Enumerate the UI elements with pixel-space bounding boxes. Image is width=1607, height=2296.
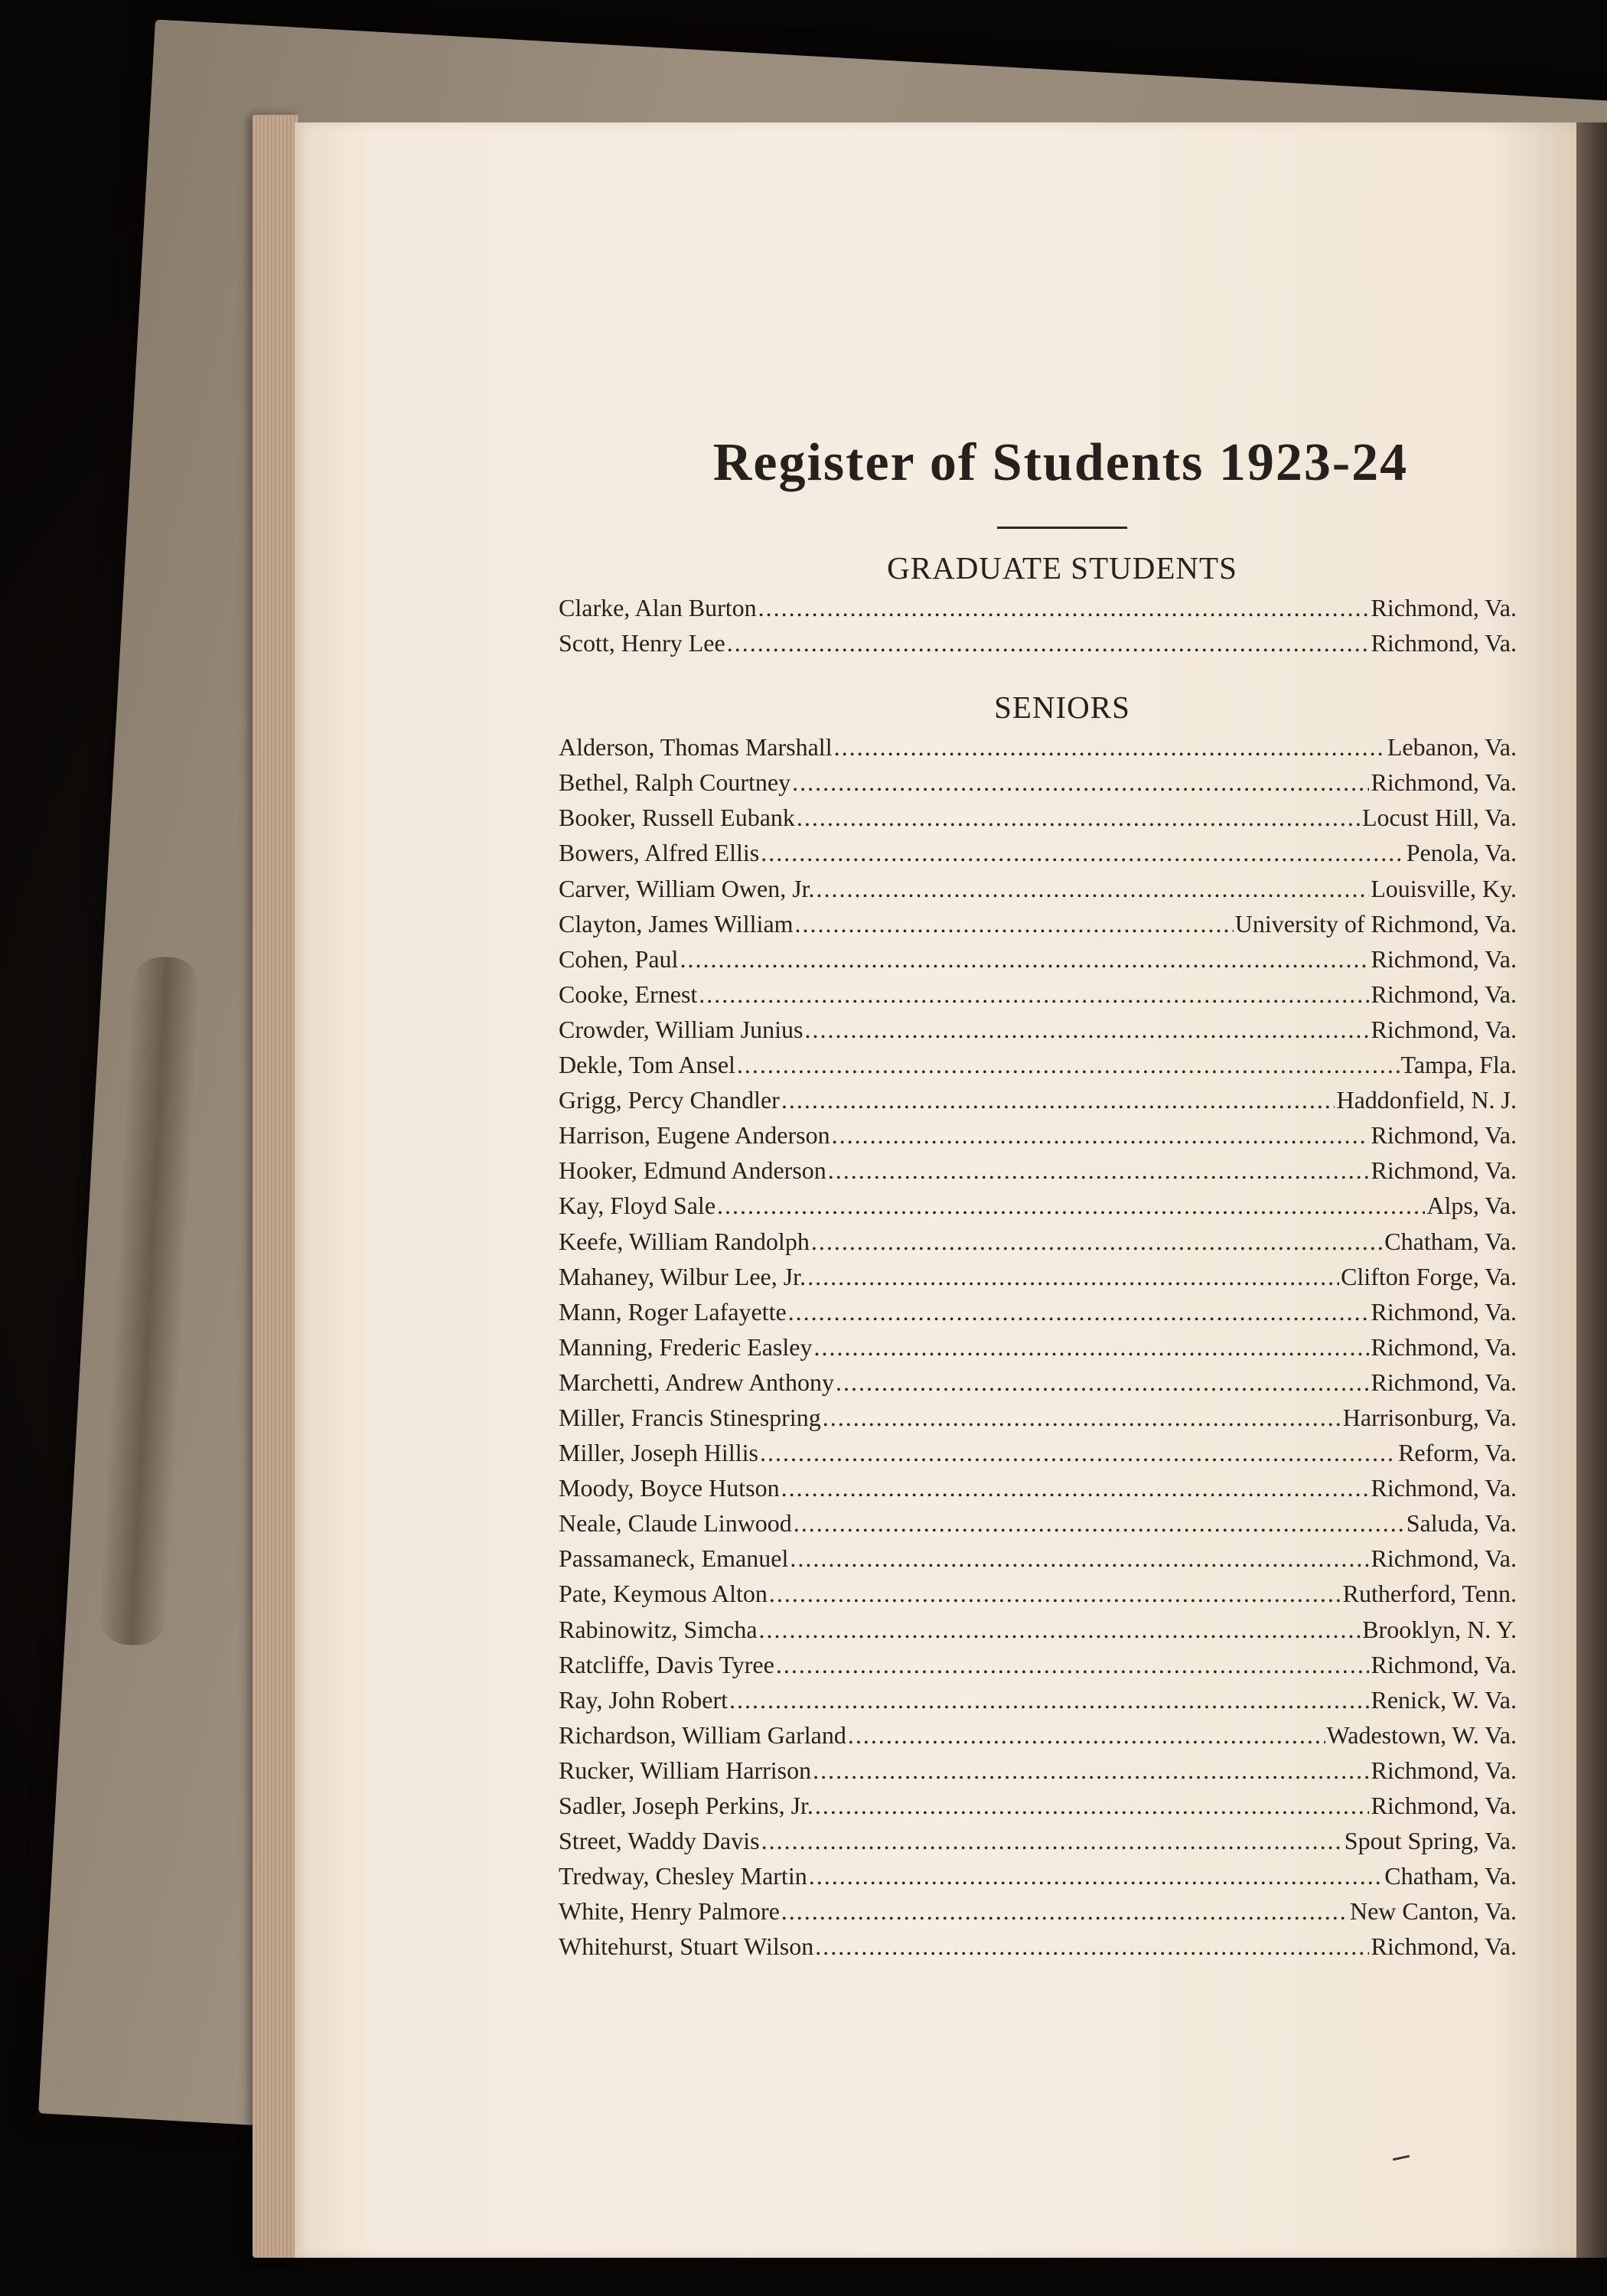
list-item xyxy=(559,1188,1517,1223)
hometown: Richmond, Va. xyxy=(1371,1756,1517,1784)
student-name: Passamaneck, Emanuel xyxy=(559,1544,789,1573)
list-item xyxy=(559,871,1517,906)
page-block-edge xyxy=(253,115,298,2258)
dot-leader xyxy=(790,1541,1369,1576)
hometown: Richmond, Va. xyxy=(1371,1297,1517,1326)
hometown: Renick, W. Va. xyxy=(1371,1685,1517,1714)
list-item xyxy=(559,1082,1517,1117)
hometown: Saluda, Va. xyxy=(1406,1509,1517,1538)
student-name: Kay, Floyd Sale xyxy=(559,1192,716,1220)
hometown: University of Richmond, Va. xyxy=(1234,909,1517,938)
list-item xyxy=(559,1893,1517,1929)
list-item xyxy=(559,1647,1517,1682)
list-item xyxy=(559,1365,1517,1400)
list-item xyxy=(559,1612,1517,1647)
list-item xyxy=(559,1505,1517,1541)
list-item xyxy=(559,1929,1517,1964)
hometown: Penola, Va. xyxy=(1406,839,1517,867)
student-name: Clayton, James William xyxy=(559,909,794,938)
student-name: Whitehurst, Stuart Wilson xyxy=(559,1932,814,1961)
list-item xyxy=(559,1329,1517,1365)
hometown: Spout Spring, Va. xyxy=(1344,1827,1517,1855)
student-name: Street, Waddy Davis xyxy=(559,1827,760,1855)
hometown: Rutherford, Tenn. xyxy=(1342,1580,1517,1608)
student-name: Ray, John Robert xyxy=(559,1685,729,1714)
hometown: Richmond, Va. xyxy=(1371,1015,1517,1043)
hometown: Chatham, Va. xyxy=(1384,1862,1517,1890)
hometown: Brooklyn, N. Y. xyxy=(1362,1615,1517,1643)
dot-leader xyxy=(815,1788,1370,1823)
dot-leader xyxy=(699,977,1369,1012)
list-item xyxy=(559,1753,1517,1788)
dot-leader xyxy=(823,1400,1341,1435)
student-name: Richardson, William Garland xyxy=(559,1720,846,1749)
student-name: Alderson, Thomas Marshall xyxy=(559,733,833,762)
dot-leader xyxy=(828,1153,1370,1188)
dot-leader xyxy=(776,1647,1370,1682)
list-item xyxy=(559,1470,1517,1505)
hometown: Alps, Va. xyxy=(1426,1192,1517,1220)
hometown: Richmond, Va. xyxy=(1371,1156,1517,1185)
hometown: Lebanon, Va. xyxy=(1387,733,1517,762)
student-name: Hooker, Edmund Anderson xyxy=(559,1156,826,1185)
dot-leader xyxy=(832,1117,1370,1153)
page-title: Register of Students 1923-24 xyxy=(712,433,1409,492)
list-item xyxy=(559,1117,1517,1153)
list-item xyxy=(559,800,1517,835)
student-name: Harrison, Eugene Anderson xyxy=(559,1121,830,1150)
list-item xyxy=(559,625,1517,660)
dot-leader xyxy=(760,1435,1397,1470)
dot-leader xyxy=(836,1365,1370,1400)
hometown: Harrisonburg, Va. xyxy=(1342,1403,1517,1431)
student-name: Mann, Roger Lafayette xyxy=(559,1297,787,1326)
list-item xyxy=(559,1012,1517,1047)
student-name: Moody, Boyce Hutson xyxy=(559,1474,780,1502)
list-item xyxy=(559,1400,1517,1435)
hometown: Richmond, Va. xyxy=(1371,1121,1517,1150)
hometown: Richmond, Va. xyxy=(1371,980,1517,1008)
student-name: Cohen, Paul xyxy=(559,944,679,973)
student-name: Manning, Frederic Easley xyxy=(559,1332,813,1361)
hometown: Richmond, Va. xyxy=(1371,1474,1517,1502)
student-name: Sadler, Joseph Perkins, Jr. xyxy=(559,1792,813,1819)
list-item xyxy=(559,1823,1517,1858)
dot-leader xyxy=(769,1576,1341,1611)
student-name: Ratcliffe, Davis Tyree xyxy=(559,1650,774,1678)
hometown: New Canton, Va. xyxy=(1349,1897,1517,1926)
student-name: Keefe, William Randolph xyxy=(559,1227,810,1255)
hometown: Richmond, Va. xyxy=(1371,944,1517,973)
list-item xyxy=(559,1153,1517,1188)
student-name: Neale, Claude Linwood xyxy=(559,1509,792,1538)
list-item xyxy=(559,1435,1517,1470)
dot-leader xyxy=(797,800,1361,835)
student-name: Carver, William Owen, Jr. xyxy=(559,874,815,902)
dot-leader xyxy=(680,941,1369,977)
list-item xyxy=(559,1858,1517,1893)
student-name: Scott, Henry Lee xyxy=(559,629,725,657)
hometown: Reform, Va. xyxy=(1398,1439,1517,1467)
student-name: Dekle, Tom Ansel xyxy=(559,1051,735,1079)
list-item xyxy=(559,1541,1517,1576)
dot-leader xyxy=(795,906,1234,941)
hometown: Richmond, Va. xyxy=(1371,1932,1517,1961)
student-name: Cooke, Ernest xyxy=(559,980,698,1008)
dot-leader xyxy=(813,1329,1369,1365)
student-name: Mahaney, Wilbur Lee, Jr. xyxy=(559,1262,807,1290)
dot-leader xyxy=(809,1858,1384,1893)
student-name: Booker, Russell Eubank xyxy=(559,804,795,832)
hometown: Richmond, Va. xyxy=(1371,1368,1517,1396)
student-name: Tredway, Chesley Martin xyxy=(559,1862,807,1890)
dot-leader xyxy=(794,1505,1405,1541)
graduate-students-list xyxy=(559,590,1517,660)
hometown: Richmond, Va. xyxy=(1371,1544,1517,1573)
dot-leader xyxy=(811,1224,1383,1259)
list-item xyxy=(559,835,1517,870)
list-item xyxy=(559,1788,1517,1823)
seniors-list xyxy=(559,729,1517,1964)
student-name: White, Henry Palmore xyxy=(559,1897,780,1926)
list-item xyxy=(559,1576,1517,1611)
list-item xyxy=(559,590,1517,625)
page-content xyxy=(559,429,1517,1964)
list-item xyxy=(559,1294,1517,1329)
list-item xyxy=(559,1717,1517,1753)
student-name: Miller, Francis Stinespring xyxy=(559,1403,821,1431)
hometown: Tampa, Fla. xyxy=(1400,1051,1517,1079)
student-name: Grigg, Percy Chandler xyxy=(559,1086,780,1114)
list-item xyxy=(559,941,1517,977)
page-gutter xyxy=(1576,122,1607,2258)
title-rule xyxy=(997,527,1127,529)
section-heading-seniors: SENIORS xyxy=(994,690,1130,726)
dot-leader xyxy=(727,625,1370,660)
list-item xyxy=(559,729,1517,765)
list-item xyxy=(559,977,1517,1012)
hometown: Richmond, Va. xyxy=(1371,594,1517,621)
hometown: Richmond, Va. xyxy=(1371,1650,1517,1678)
hometown: Chatham, Va. xyxy=(1384,1227,1517,1255)
hometown: Clifton Forge, Va. xyxy=(1341,1262,1517,1290)
hometown: Richmond, Va. xyxy=(1371,1792,1517,1819)
student-name: Bethel, Ralph Courtney xyxy=(559,768,791,797)
section-heading-graduate-students: GRADUATE STUDENTS xyxy=(887,550,1237,585)
student-name: Miller, Joseph Hillis xyxy=(559,1439,758,1467)
list-item xyxy=(559,1259,1517,1294)
dot-leader xyxy=(788,1294,1370,1329)
dot-leader xyxy=(834,729,1386,765)
list-item xyxy=(559,906,1517,941)
dot-leader xyxy=(758,590,1370,625)
list-item xyxy=(559,765,1517,800)
dot-leader xyxy=(804,1012,1369,1047)
student-name: Marchetti, Andrew Anthony xyxy=(559,1368,834,1396)
dot-leader xyxy=(737,1047,1400,1082)
student-name: Rucker, William Harrison xyxy=(559,1756,812,1784)
dot-leader xyxy=(807,1259,1339,1294)
dot-leader xyxy=(761,1823,1343,1858)
hometown: Richmond, Va. xyxy=(1371,629,1517,657)
dot-leader xyxy=(781,1893,1348,1929)
list-item xyxy=(559,1047,1517,1082)
dot-leader xyxy=(813,1753,1369,1788)
student-name: Bowers, Alfred Ellis xyxy=(559,839,760,867)
hometown: Richmond, Va. xyxy=(1371,768,1517,797)
dot-leader xyxy=(761,835,1405,870)
student-name: Pate, Keymous Alton xyxy=(559,1580,768,1608)
dot-leader xyxy=(729,1682,1369,1717)
dot-leader xyxy=(815,1929,1369,1964)
student-name: Crowder, William Junius xyxy=(559,1015,804,1043)
list-item xyxy=(559,1224,1517,1259)
list-item xyxy=(559,1682,1517,1717)
student-name: Rabinowitz, Simcha xyxy=(559,1615,758,1643)
dot-leader xyxy=(781,1470,1370,1505)
dot-leader xyxy=(848,1717,1325,1753)
student-name: Clarke, Alan Burton xyxy=(559,594,757,621)
dot-leader xyxy=(781,1082,1335,1117)
dot-leader xyxy=(717,1188,1425,1223)
hometown: Locust Hill, Va. xyxy=(1361,804,1517,832)
hometown: Haddonfield, N. J. xyxy=(1336,1086,1517,1114)
hometown: Louisville, Ky. xyxy=(1371,874,1517,902)
dot-leader xyxy=(792,765,1369,800)
dot-leader xyxy=(817,871,1370,906)
hometown: Wadestown, W. Va. xyxy=(1326,1720,1517,1749)
dot-leader xyxy=(759,1612,1361,1647)
hometown: Richmond, Va. xyxy=(1371,1332,1517,1361)
